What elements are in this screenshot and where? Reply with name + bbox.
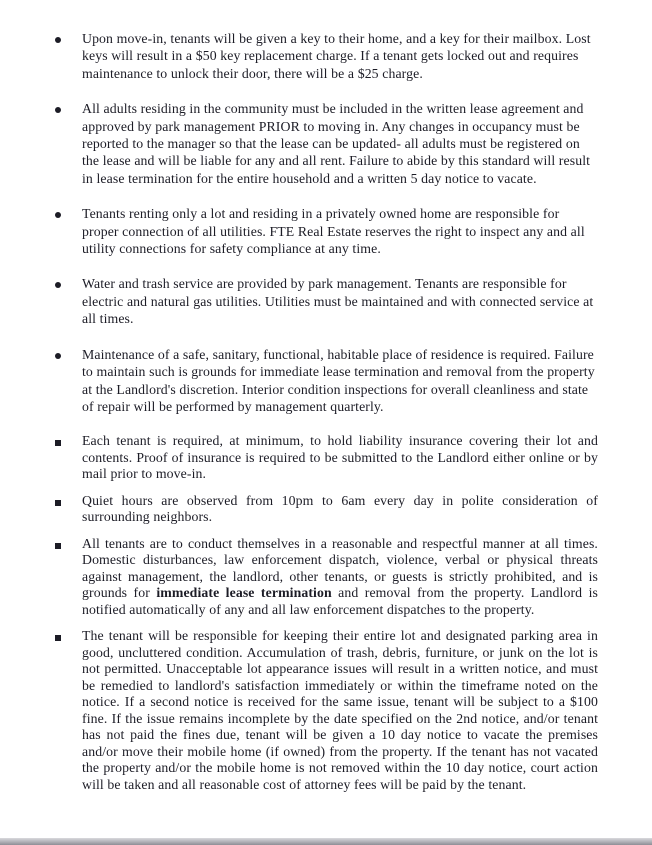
bullet-text: Water and trash service are provided by park management. Tenants are responsible for electric and natural gas utilities. Utilities must be maintained and with connected service at all times. (82, 276, 594, 327)
bullet-disc-icon (55, 37, 61, 43)
bullet-disc-icon (55, 107, 61, 113)
bullet-text: Maintenance of a safe, sanitary, functional, habitable place of residence is required. Failure to maintain such is grounds for immediate lease termination and removal from the property at the Landlord's discretion. Interior condition inspections for overall cleanliness and state of repair will be performed by management quarterly. (82, 346, 595, 414)
bullet-disc-icon (55, 282, 61, 288)
bullet-text: Quiet hours are observed from 10pm to 6am every day in polite consideration of surrounding neighbors. (82, 492, 598, 525)
bullet-disc-icon (55, 212, 61, 218)
bullet-square-icon (55, 635, 61, 641)
bullet-item (55, 628, 612, 793)
bullet-item (55, 346, 612, 416)
bullet-text: Each tenant is required, at minimum, to hold liability insurance covering their lot and contents. Proof of insurance is required to be submitted to the Landlord either online or by mail prior to move-in. (82, 433, 598, 482)
bullet-text: Upon move-in, tenants will be given a key to their home, and a key for their mailbox. Lost keys will result in a $50 key replacement charge. If a tenant gets locked out and requires maintenance to unlock their door, there will be a $25 charge. (82, 31, 591, 81)
bullet-square-icon (55, 440, 61, 446)
bullet-disc-icon (55, 353, 61, 359)
bullet-text: The tenant will be responsible for keeping their entire lot and designated parking area in good, uncluttered condition. Accumulation of trash, debris, furniture, or junk on the lot is not permitted. Unacceptable lot appearance issues will result in a written notice, and must be remedied to landlord's satisfaction immediately or within the timeframe noted on the notice. If a second notice is received for the same issue, tenant will be subject to a $100 fine. If the issue remains incomplete by the date specified on the 2nd notice, and/or tenant has not paid the fines due, tenant will be given a 10 day notice to vacate the premises and/or move their mobile home (if owned) from the property. If the tenant has not vacated the property and/or the mobile home is not removed within the 10 day notice, court action will be taken and all reasonable cost of attorney fees will be paid by the tenant. (82, 628, 598, 792)
bullet-item (55, 100, 612, 187)
bullet-item (55, 493, 612, 526)
window-bottom-edge (0, 838, 652, 845)
bullet-item (55, 275, 612, 327)
bullet-item (55, 30, 612, 82)
bullet-item (55, 205, 612, 257)
bullet-square-icon (55, 543, 61, 549)
bullet-text: All tenants are to conduct themselves in a reasonable and respectful manner at all times. Domestic disturbances, law enforcement dispatch, violence, verbal or physical threats against management, the landlord, other tenants, or guests is strictly prohibited, and is grounds for immediate lease termination and removal from the property. Landlord is notified automatically of any and all law enforcement dispatches to the property. (82, 535, 598, 617)
bullet-square-icon (55, 500, 61, 506)
bullet-text: All adults residing in the community must be included in the written lease agreement and approved by park management PRIOR to moving in. Any changes in occupancy must be reported to the manager so that the lease can be updated- all adults must be registered on the lease and will be liable for any and all rent. Failure to abide by this standard will result in lease termination for the entire household and a written 5 day notice to vacate. (82, 101, 591, 186)
bullet-text: Tenants renting only a lot and residing in a privately owned home are responsible for proper connection of all utilities. FTE Real Estate reserves the right to inspect any and all utility connections for safety compliance at any time. (82, 206, 585, 257)
bullet-item (55, 536, 612, 619)
bullet-item (55, 433, 612, 483)
